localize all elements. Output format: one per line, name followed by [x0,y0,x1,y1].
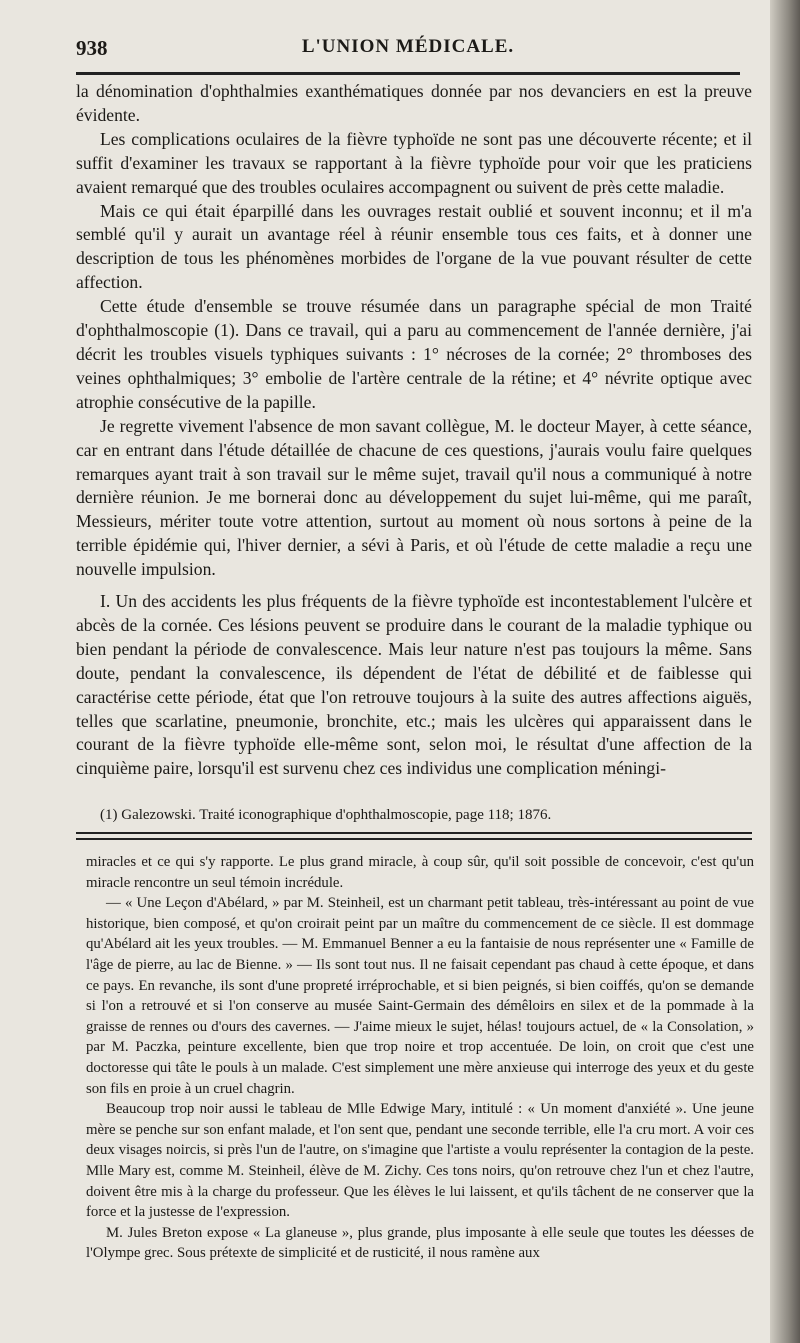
feuilleton-paragraph: miracles et ce qui s'y rapporte. Le plus grand miracle, à coup sûr, qu'il soit possible de concevoir, c'est qu'un miracle rencontre un seul témoin incrédule. [86,854,754,891]
paragraph: Cette étude d'ensemble se trouve résumée dans un paragraphe spécial de mon Traité d'ophthalmoscopie (1). Dans ce travail, qui a paru au commencement de l'année dernière, j'ai décrit les troubles visuels typhiques suivants : 1° nécroses de la cornée; 2° thromboses des veines ophthalmiques; 3° embolie de l'artère centrale de la rétine; et 4° névrite optique avec atrophie consécutive de la papille. [76,296,752,412]
feuilleton-paragraph: — « Une Leçon d'Abélard, » par M. Steinheil, est un charmant petit tableau, très-intéressant au point de vue historique, bien composé, et qu'on croirait peint par un maître du commencement de ce siècle. Il est dommage qu'Abélard ait les yeux troubles. — M. Emmanuel Benner a eu la fantaisie de nous représenter une « Famille de l'âge de pierre, au lac de Bienne. » — Ils sont tout nus. Il ne faisait cependant pas chaud à cette époque, et dans ce pays. En revanche, ils sont d'une propreté irréprochable, et si bien peignés, si bien coiffés, qu'on se demande si l'on a retrouvé et si l'on conserve au musée Saint-Germain des démêloirs en silex et de la pommade à la graisse de rennes ou d'ours des cavernes. — J'aime mieux le sujet, hélas! toujours actuel, de « la Consolation, » par M. Paczka, peinture excellente, bien que trop noire et trop accentuée. De loin, on croit que c'est une doctoresse qui tâte le pouls à un malade. C'est simplement une mère anxieuse qui interroge des yeux et du geste son fils en proie à un cruel chagrin. [86,895,754,1097]
paragraph: la dénomination d'ophthalmies exanthématiques donnée par nos devanciers en est la preuve évidente. [76,81,752,125]
section-paragraph: I. Un des accidents les plus fréquents de la fièvre typhoïde est incontestablement l'ulcère et abcès de la cornée. Ces lésions peuvent se produire dans le courant de la maladie typhique ou bien pendant la période de convalescence. Mais leur nature n'est pas toujours la même. Sans doute, pendant la convalescence, ils dépendent de l'état de débilité et de faiblesse qui caractérise cette période, état que l'on retrouve toujours à la suite des autres affections aiguës, telles que scarlatine, pneumonie, bronchite, etc.; mais les ulcères qui apparaissent dans le courant de la fièvre typhoïde elle-même sont, selon moi, le résultat d'une affection de la cinquième paire, lorsqu'il est survenu chez ces individus une complication méningi- [76,591,752,779]
header-rule [76,72,740,75]
feuilleton [86,852,754,1264]
main-article [76,80,752,781]
feuilleton-paragraph: M. Jules Breton expose « La glaneuse », plus grande, plus imposante à elle seule que toutes les déesses de l'Olympe grec. Sous prétexte de simplicité et de rusticité, il nous ramène aux [86,1224,754,1262]
footnote: (1) Galezowski. Traité iconographique d'ophthalmoscopie, page 118; 1876. [100,807,552,823]
page-number: 938 [76,36,108,60]
paragraph: Mais ce qui était éparpillé dans les ouvrages restait oublié et souvent inconnu; et il m'a semblé qu'il y aurait un avantage réel à réunir ensemble tous ces faits, et à donner une description de tous les phénomènes morbides de l'organe de la vue pouvant résulter de cette affection. [76,200,752,293]
paragraph: Les complications oculaires de la fièvre typhoïde ne sont pas une découverte récente; et il suffit d'examiner les travaux se rapportant à la fièvre typhoïde pour voir que les praticiens avaient remarqué que des troubles oculaires accompagnent ou suivent de près cette maladie. [76,128,752,197]
paragraph: Je regrette vivement l'absence de mon savant collègue, M. le docteur Mayer, à cette séance, car en entrant dans l'étude détaillée de chacune de ces questions, j'aurais voulu faire quelques remarques ayant trait à son travail sur le même sujet, travail qu'il nous a communiqué à notre dernière réunion. Je me bornerai donc au développement du sujet lui-même, qui me paraît, Messieurs, mériter toute votre attention, surtout au moment où nous sortons à peine de la terrible épidémie qui, l'hiver dernier, a sévi à Paris, et où l'étude de cette maladie a reçu une nouvelle impulsion. [76,415,752,580]
page-edge [770,0,800,1343]
page-header [76,36,740,62]
feuilleton-divider [76,832,752,840]
feuilleton-paragraph: Beaucoup trop noir aussi le tableau de Mlle Edwige Mary, intitulé : « Un moment d'anxiété ». Une jeune mère se penche sur son enfant malade, et l'on sent que, pendant une seconde terrible, elle l'a cru mort. A voir ces deux visages noircis, si près l'un de l'autre, on s'imagine que l'artiste a voulu représenter la contagion de la peste. Mlle Mary est, comme M. Steinheil, élève de M. Zichy. Ces tons noirs, qu'on retrouve chez l'un et chez l'autre, doivent être mis à la charge du professeur. Que les élèves le lui laissent, et qu'ils tâchent de ne conserver que la force et la justesse de l'expression. [86,1101,754,1221]
journal-title: L'UNION MÉDICALE. [301,36,515,57]
